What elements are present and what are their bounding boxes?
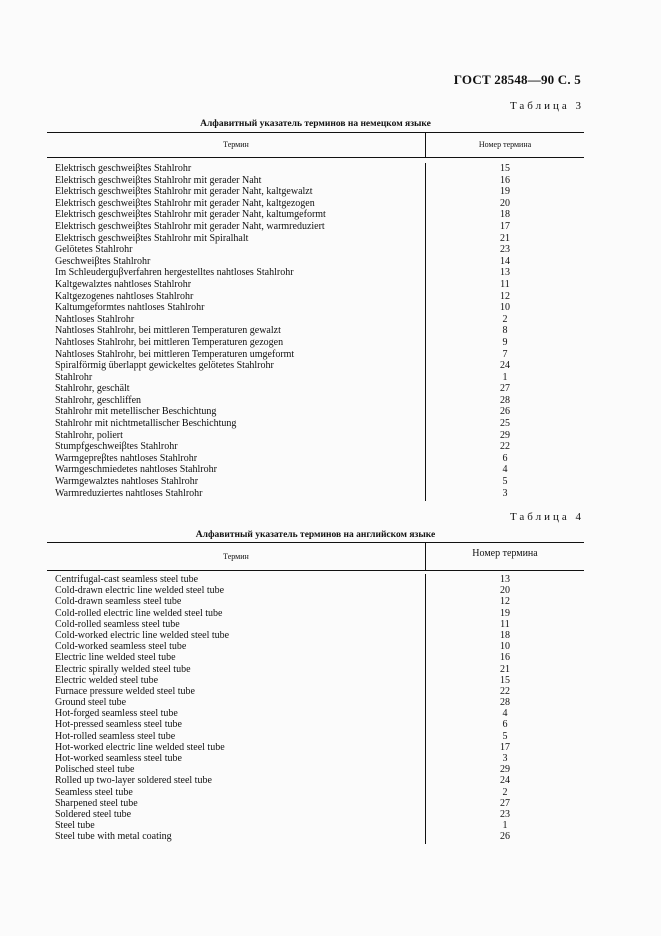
table3-numbers-column (426, 163, 584, 501)
table-row-term: Elektrisch geschweiβtes Stahlrohr mit gerader Naht, kaltgewalzt (55, 186, 313, 198)
table-row-term: Hot-rolled seamless steel tube (55, 730, 176, 742)
table-row-number: 1 (502, 820, 508, 832)
table-row-term: Electric spirally welded steel tube (55, 663, 191, 675)
table-row-term: Stahlrohr mit metellischer Beschichtung (55, 406, 217, 418)
table-row-term: Nahtloses Stahlrohr, bei mittleren Temperaturen umgeformt (55, 348, 295, 360)
table3 (47, 132, 584, 501)
table-row-number: 18 (500, 209, 510, 221)
table-row-term: Stahlrohr (55, 371, 93, 383)
table4-title: Алфавитный указатель терминов на английском языке (195, 530, 436, 540)
table3-terms-column (47, 163, 426, 501)
table-row-number: 10 (500, 641, 510, 653)
table-row-term: Electric line welded steel tube (55, 652, 176, 664)
table-row-term: Kaltgezogenes nahtloses Stahlrohr (55, 290, 194, 302)
table-row-number: 12 (500, 290, 510, 302)
table3-col-num: Номер термина (478, 140, 532, 149)
table-row-term: Soldered steel tube (55, 808, 132, 820)
table3-header (47, 132, 584, 158)
table-row-number: 21 (500, 232, 510, 244)
table-row-term: Nahtloses Stahlrohr, bei mittleren Temperaturen gezogen (55, 336, 284, 348)
table-row-number: 6 (502, 719, 508, 731)
table-row-number: 23 (500, 808, 510, 820)
table-row-number: 7 (502, 348, 508, 360)
table-row-number: 16 (500, 174, 510, 186)
table-row-number: 29 (500, 764, 510, 776)
table-row-term: Elektrisch geschweiβtes Stahlrohr mit gerader Naht, warmreduziert (55, 220, 325, 232)
table4-col-term: Термин (47, 543, 426, 570)
table-row-term: Hot-worked electric line welded steel tube (55, 741, 225, 753)
table-row-number: 29 (500, 429, 510, 441)
table-row-number: 6 (502, 452, 508, 464)
table-row-term: Steel tube with metal coating (55, 831, 172, 843)
table-row-number: 13 (500, 267, 510, 279)
table-row-term: Warmgepreβtes nahtloses Stahlrohr (55, 452, 198, 464)
table-row-number: 3 (502, 487, 508, 499)
table-row-number: 25 (500, 418, 510, 430)
table-row-number: 22 (500, 685, 510, 697)
table-row-number: 20 (500, 197, 510, 209)
table-row-term: Seamless steel tube (55, 786, 133, 798)
table-row-number: 10 (500, 302, 510, 314)
table-row-number: 15 (500, 163, 510, 174)
table-row-term: Spiralförmig überlappt gewickeltes gelötetes Stahlrohr (55, 360, 274, 372)
table-row-number: 26 (500, 406, 510, 418)
table-row-number: 21 (500, 663, 510, 675)
table-row-number: 24 (500, 775, 510, 787)
table-row-number: 5 (502, 476, 508, 488)
table-row-term: Stumpfgeschweiβtes Stahlrohr (55, 441, 178, 453)
table-row-number: 14 (500, 255, 510, 267)
table-row-term: Cold-drawn seamless steel tube (55, 596, 182, 608)
table-row-term: Kaltumgeformtes nahtloses Stahlrohr (55, 302, 205, 314)
table-row-number: 22 (500, 441, 510, 453)
table-row-term: Electric welded steel tube (55, 674, 159, 686)
table-row-term: Elektrisch geschweiβtes Stahlrohr mit gerader Naht, kaltumgeformt (55, 209, 326, 221)
table-row-number: 17 (500, 741, 510, 753)
table-row-term: Rolled up two-layer soldered steel tube (55, 775, 212, 787)
table-row-term: Furnace pressure welded steel tube (55, 685, 195, 697)
table-row-term: Elektrisch geschweiβtes Stahlrohr mit gerader Naht (55, 174, 262, 186)
table3-col-term: Термин (47, 133, 426, 157)
table-row-term: Sharpened steel tube (55, 797, 138, 809)
table-row-number: 5 (502, 730, 508, 742)
table-row-number: 28 (500, 697, 510, 709)
table-row-term: Gelötetes Stahlrohr (55, 244, 133, 256)
table-row-number: 2 (502, 786, 508, 798)
table4-col-num: Номер термина (472, 548, 538, 559)
table4-header (47, 542, 584, 571)
table-row-term: Kaltgewalztes nahtloses Stahlrohr (55, 278, 192, 290)
table-row-number: 18 (500, 629, 510, 641)
table3-caption: Таблица 3 (509, 100, 584, 112)
table-row-term: Warmgeschmiedetes nahtloses Stahlrohr (55, 464, 217, 476)
table-row-term: Im Schleuderguβverfahren hergestelltes nahtloses Stahlrohr (55, 267, 294, 279)
table-row-term: Warmgewalztes nahtloses Stahlrohr (55, 476, 199, 488)
table-row-term: Ground steel tube (55, 697, 127, 709)
table-row-number: 20 (500, 585, 510, 597)
table4-caption: Таблица 4 (509, 511, 584, 523)
table-row-number: 8 (502, 325, 508, 337)
table4-numbers-column (426, 574, 584, 844)
table-row-number: 26 (500, 831, 510, 843)
table-row-number: 27 (500, 383, 510, 395)
table-row-number: 11 (500, 618, 510, 630)
table-row-number: 19 (500, 186, 510, 198)
table-row-number: 24 (500, 360, 510, 372)
table-row-number: 17 (500, 220, 510, 232)
page-header: ГОСТ 28548—90 С. 5 (453, 72, 581, 87)
table-row-number: 1 (502, 371, 508, 383)
table-row-term: Cold-rolled seamless steel tube (55, 618, 180, 630)
table-row-term: Elektrisch geschweiβtes Stahlrohr (55, 163, 192, 174)
table-row-term: Steel tube (55, 820, 95, 832)
table-row-term: Stahlrohr, poliert (55, 429, 123, 441)
table-row-number: 12 (500, 596, 510, 608)
table-row-term: Stahlrohr, geschliffen (55, 394, 142, 406)
table-row-number: 27 (500, 797, 510, 809)
table-row-number: 2 (502, 313, 508, 325)
table-row-number: 3 (502, 753, 508, 764)
table-row-term: Nahtloses Stahlrohr, bei mittleren Temperaturen gewalzt (55, 325, 281, 337)
table-row-term: Geschweiβtes Stahlrohr (55, 255, 151, 267)
table-row-number: 4 (502, 464, 508, 476)
table-row-term: Cold-worked seamless steel tube (55, 641, 187, 653)
table-row-number: 13 (500, 574, 510, 585)
table-row-term: Stahlrohr mit nichtmetallischer Beschichtung (55, 418, 237, 430)
table-row-term: Hot-pressed seamless steel tube (55, 719, 182, 731)
table-row-term: Hot-forged seamless steel tube (55, 708, 178, 720)
table-row-term: Hot-worked seamless steel tube (55, 753, 182, 764)
table-row-term: Warmreduziertes nahtloses Stahlrohr (55, 487, 203, 499)
table-row-number: 11 (500, 278, 510, 290)
table4-body (47, 571, 584, 844)
table-row-number: 28 (500, 394, 510, 406)
table-row-number: 19 (500, 607, 510, 619)
table-row-term: Cold-drawn electric line welded steel tube (55, 585, 225, 597)
table3-title: Алфавитный указатель терминов на немецком языке (200, 119, 431, 129)
table-row-term: Centrifugal-cast seamless steel tube (55, 574, 199, 585)
table-row-number: 9 (502, 336, 508, 348)
table4 (47, 542, 584, 844)
table3-body (47, 158, 584, 501)
table-row-number: 4 (502, 708, 508, 720)
table-row-number: 23 (500, 244, 510, 256)
table-row-term: Elektrisch geschweiβtes Stahlrohr mit gerader Naht, kaltgezogen (55, 197, 315, 209)
table-row-term: Nahtloses Stahlrohr (55, 313, 135, 325)
table-row-number: 16 (500, 652, 510, 664)
table-row-term: Cold-worked electric line welded steel tube (55, 629, 230, 641)
table-row-term: Polisched steel tube (55, 764, 135, 776)
table-row-term: Elektrisch geschweiβtes Stahlrohr mit Spiralhalt (55, 232, 249, 244)
table-row-number: 15 (500, 674, 510, 686)
table4-terms-column (47, 574, 426, 844)
table-row-term: Cold-rolled electric line welded steel tube (55, 607, 223, 619)
table-row-term: Stahlrohr, geschält (55, 383, 130, 395)
